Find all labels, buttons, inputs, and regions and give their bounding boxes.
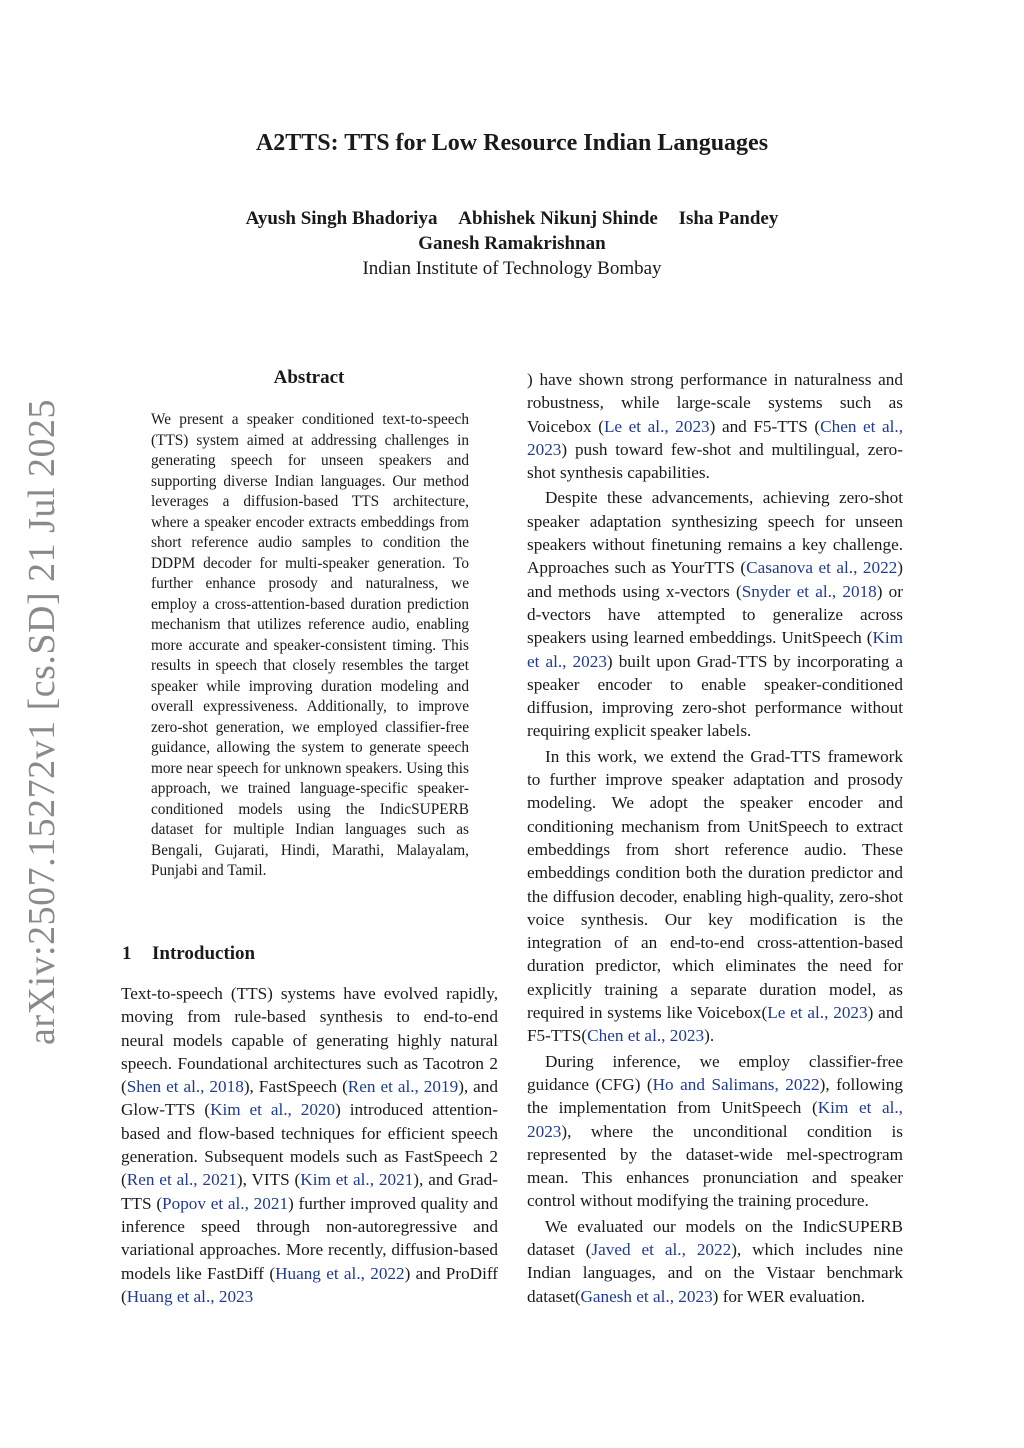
citation-link[interactable]: Shen et al., 2018: [126, 1077, 244, 1097]
citation-link[interactable]: Kim et al., 2021: [300, 1170, 414, 1190]
section-heading-introduction: [122, 943, 502, 965]
citation-link[interactable]: Le et al., 2023: [603, 416, 710, 436]
author-affiliation: Indian Institute of Technology Bombay: [362, 258, 662, 279]
author-name: Ayush Singh Bhadoriya: [245, 208, 438, 229]
citation-link[interactable]: Chen et al., 2023: [527, 416, 904, 459]
intro-p1-tail: ) have shown strong performance in naturalness and robustness, while large-scale systems such as Voicebox (: [527, 370, 903, 436]
intro-paragraph-3: In this work, we extend the Grad-TTS framework to further improve speaker adaptation and prosody modeling. We adopt the speaker encoder and conditioning mechanism from UnitSpeech to extract embeddings from short reference audio. These embeddings condition both the duration predictor and the diffusion decoder, enabling high-quality, zero-shot voice synthesis. Our key modification is the integration of an end-to-end cross-attention-based duration predictor, which eliminates the need for explicitly training a separate duration model, as required in systems like Voicebox(Le et al., 2023) and F5-TTS(Chen et al., 2023).: [527, 746, 904, 1046]
intro-paragraph-5: We evaluated our models on the IndicSUPERB dataset (Javed et al., 2022), which includes nine Indian languages, and on the Vistaar benchmark dataset(Ganesh et al., 2023) for WER evaluation.: [527, 1216, 903, 1306]
citation-link[interactable]: Popov et al., 2021: [162, 1193, 289, 1213]
intro-paragraph-1-continued: ) have shown strong performance in naturalness and robustness, while large-scale systems such as Voicebox (Le et al., 2023) and F5-TTS (Chen et al., 2023) push toward few-shot and multilingual, zero-shot synthesis capabilities.: [527, 370, 904, 483]
arxiv-identifier: [12, 399, 72, 1045]
abstract-text: We present a speaker conditioned text-to-speech (TTS) system aimed at addressing challenges in generating speech for unseen speakers and supporting diverse Indian languages. Our method leverages a diffusion-based TTS architecture, where a speaker encoder extracts embeddings from short reference audio samples to condition the DDPM decoder for multi-speaker generation. To further enhance prosody and naturalness, we employ a cross-attention-based duration prediction mechanism that utilizes reference audio, enabling more accurate and speaker-consistent timing. This results in speech that closely resembles the target speaker while improving duration modeling and overall expressiveness. Additionally, to improve zero-shot generation, we employed classifier-free guidance, allowing the system to generate speech more near speech for unknown speakers. Using this approach, we trained language-specific speaker-conditioned models using the IndicSUPERB dataset for multiple Indian languages such as Bengali, Gujarati, Hindi, Marathi, Malayalam, Punjabi and Tamil.: [151, 411, 469, 879]
abstract-heading: Abstract: [273, 367, 345, 388]
citation-link[interactable]: Casanova et al., 2022: [746, 558, 898, 578]
author-names: [0, 206, 1024, 231]
left-column-body: [121, 982, 498, 1308]
author-names-line-2: [0, 231, 1024, 256]
citation-link[interactable]: Ho and Salimans, 2022: [652, 1074, 820, 1094]
citation-link[interactable]: Huang et al., 2023: [126, 1286, 254, 1306]
author-block: [0, 206, 1024, 281]
paper-title: A2TTS: TTS for Low Resource Indian Languages: [255, 130, 769, 156]
citation-link[interactable]: Javed et al., 2022: [591, 1239, 732, 1259]
citation-link[interactable]: Ren et al., 2021: [126, 1170, 237, 1190]
author-name: Isha Pandey: [678, 208, 779, 229]
citation-link[interactable]: Ganesh et al., 2023: [580, 1286, 713, 1306]
intro-paragraph-1: Text-to-speech (TTS) systems have evolved rapidly, moving from rule-based synthesis to end-to-end neural models capable of generating highly natural speech. Foundational architectures such as Tacotron 2 (Shen et al., 2018), FastSpeech (Ren et al., 2019), and Glow-TTS (Kim et al., 2020) introduced attention-based and flow-based techniques for efficient speech generation. Subsequent models such as FastSpeech 2 (Ren et al., 2021), VITS (Kim et al., 2021), and Grad-TTS (Popov et al., 2021) further improved quality and inference speed through non-autoregressive and variational approaches. More recently, diffusion-based models like FastDiff (Huang et al., 2022) and ProDiff (Huang et al., 2023: [121, 984, 498, 1306]
citation-link[interactable]: Kim et al., 2020: [210, 1100, 336, 1120]
citation-link[interactable]: Huang et al., 2022: [275, 1263, 405, 1283]
intro-paragraph-2: Despite these advancements, achieving zero-shot speaker adaptation synthesizing speech for unseen speakers without finetuning remains a key challenge. Approaches such as YourTTS (Casanova et al., 2022) and methods using x-vectors (Snyder et al., 2018) or d-vectors have attempted to generalize across speakers using learned embeddings. UnitSpeech (Kim et al., 2023) built upon Grad-TTS by incorporating a speaker encoder to enable speaker-conditioned diffusion, improving zero-shot performance without requiring explicit speaker labels.: [527, 488, 903, 741]
citation-link[interactable]: Kim et al., 2023: [527, 628, 903, 671]
author-name: Ganesh Ramakrishnan: [418, 233, 606, 254]
arxiv-identifier-text: arXiv:2507.15272v1 [cs.SD] 21 Jul 2025: [21, 399, 63, 1045]
citation-link[interactable]: Snyder et al., 2018: [741, 581, 877, 601]
right-column-body: [527, 368, 903, 1308]
citation-link[interactable]: Chen et al., 2023: [587, 1026, 705, 1046]
section-title: Introduction: [152, 943, 256, 964]
citation-link[interactable]: Le et al., 2023: [767, 1003, 868, 1023]
citation-link[interactable]: Kim et al., 2023: [527, 1098, 903, 1141]
intro-paragraph-4: During inference, we employ classifier-free guidance (CFG) (Ho and Salimans, 2022), following the implementation from UnitSpeech (Kim et al., 2023), where the unconditional condition is represented by the dataset-wide mel-spectrogram mean. This enhances pronunciation and speaker control without modifying the training procedure.: [527, 1051, 903, 1211]
section-number: 1: [122, 943, 132, 964]
author-name: Abhishek Nikunj Shinde: [458, 208, 658, 229]
citation-link[interactable]: Ren et al., 2019: [347, 1077, 459, 1097]
